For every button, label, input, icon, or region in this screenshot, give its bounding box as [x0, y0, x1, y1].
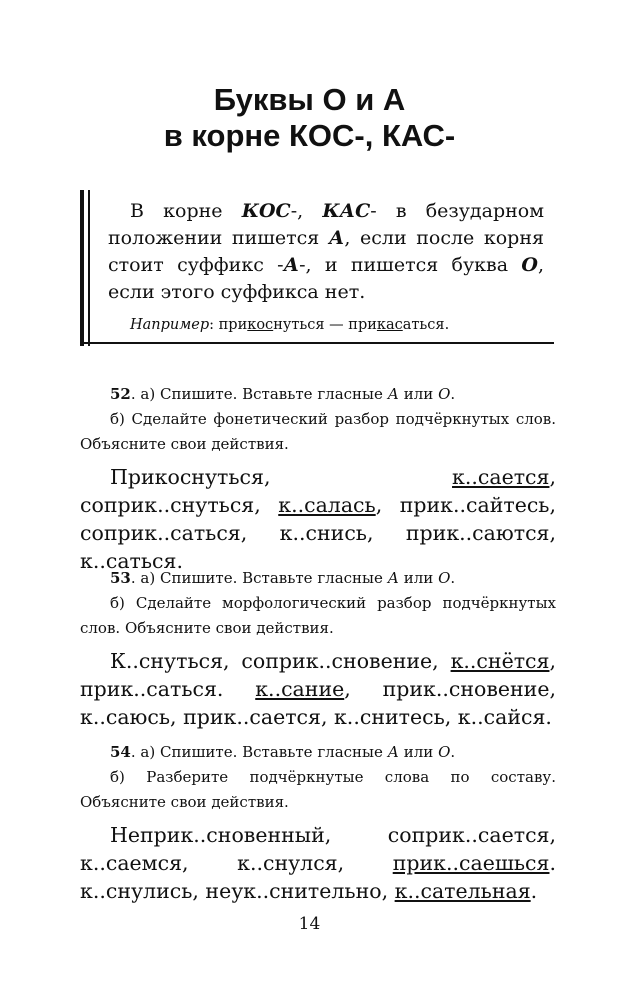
task-text: или — [399, 385, 439, 403]
title-line-2: в корне КОС-, КАС- — [163, 118, 456, 153]
word-text: , прик..сновение, к..саюсь, прик..сается, к..снитесь, к..сайся. — [80, 677, 556, 729]
exercise-words — [80, 821, 556, 905]
exercise-number: 54 — [110, 743, 131, 761]
words-paragraph — [80, 647, 556, 731]
underlined-word: к..сательная — [394, 879, 531, 903]
task-text: . — [450, 743, 456, 761]
title-line-1: Буквы О и А — [213, 82, 406, 117]
exercise-task — [80, 566, 556, 641]
rule-text-part: , если после корня стоит суффикс - — [108, 227, 544, 276]
words-paragraph — [80, 821, 556, 905]
task-text: . а) Спишите. Вставьте гласные — [130, 385, 388, 403]
word-text: . — [530, 879, 538, 903]
word-text: Неприк..сновенный, соприк..сается, к..саемся, к..снулся, — [80, 823, 556, 875]
rule-text-part: , если этого суффикса нет. — [108, 254, 544, 303]
word-text: , соприк..снуться, — [80, 465, 556, 517]
rule-suffix-a: А — [283, 254, 300, 276]
rule-text-part: -, и пишется буква — [299, 254, 522, 276]
task-letter: А — [387, 569, 400, 587]
rule-left-bar-thick — [80, 190, 84, 346]
rule-bottom-line — [80, 342, 554, 344]
words-paragraph — [80, 463, 556, 575]
example-word-part: аться. — [402, 317, 450, 333]
task-text: . а) Спишите. Вставьте гласные — [130, 569, 388, 587]
example-word-part: нуться — [273, 317, 325, 333]
page-number: 14 — [298, 914, 321, 934]
task-text: или — [399, 569, 439, 587]
example-root-underlined: кос — [247, 317, 274, 333]
exercise-task — [80, 382, 556, 457]
exercise-number: 52 — [110, 385, 131, 403]
task-a — [80, 740, 556, 765]
task-letter: О — [438, 569, 451, 587]
rule-text-part: - в безударном положении пишется — [108, 200, 544, 249]
example-dash: — — [324, 317, 349, 333]
exercise-words — [80, 647, 556, 731]
rule-left-bar-thin — [88, 190, 90, 346]
exercise-words — [80, 463, 556, 575]
task-a — [80, 382, 556, 407]
task-text: . — [450, 385, 456, 403]
exercise-53 — [80, 566, 556, 731]
exercise-number: 53 — [110, 569, 131, 587]
task-letter: А — [387, 385, 400, 403]
rule-root-kas: КАС — [322, 200, 371, 222]
example-label: Например — [130, 317, 210, 333]
word-text: К..снуться, соприк..сновение, — [110, 649, 451, 673]
task-text: . а) Спишите. Вставьте гласные — [130, 743, 388, 761]
rule-letter-a: А — [328, 227, 345, 249]
underlined-word: к..снётся — [450, 649, 550, 673]
underlined-word: прик..саешься — [392, 851, 550, 875]
exercise-52 — [80, 382, 556, 575]
underlined-word: к..сание — [255, 677, 345, 701]
rule-text-part: -, — [290, 200, 323, 222]
task-b: б) Разберите подчёркнутые слова по составу. Объясните свои действия. — [80, 768, 556, 811]
task-b: б) Сделайте фонетический разбор подчёркнутых слов. Объясните свои действия. — [80, 410, 556, 453]
rule-example — [108, 312, 544, 339]
task-text: или — [399, 743, 439, 761]
underlined-word: к..сается — [452, 465, 550, 489]
rule-letter-o: О — [521, 254, 538, 276]
task-letter: О — [438, 743, 451, 761]
exercise-task — [80, 740, 556, 815]
task-letter: А — [387, 743, 400, 761]
word-text: Прикоснуться, — [110, 465, 453, 489]
example-word-part: при — [348, 317, 377, 333]
page-title — [0, 82, 619, 154]
rule-text-part: В корне — [130, 200, 242, 222]
rule-root-kos: КОС — [241, 200, 291, 222]
rule-text — [108, 198, 544, 339]
rule-box — [80, 190, 554, 346]
task-a — [80, 566, 556, 591]
example-word-part: при — [218, 317, 248, 333]
underlined-word: к..салась — [278, 493, 376, 517]
exercise-54 — [80, 740, 556, 905]
example-colon: : — [209, 317, 219, 333]
word-text: , прик..сайтесь, соприк..саться, к..снись, прик..саются, к..саться. — [80, 493, 556, 573]
rule-paragraph — [108, 198, 544, 306]
task-text: . — [450, 569, 456, 587]
word-text: . к..снулись, неук..снительно, — [80, 851, 556, 903]
task-b: б) Сделайте морфологический разбор подчёркнутых слов. Объясните свои действия. — [80, 594, 556, 637]
example-root-underlined: кас — [376, 317, 403, 333]
word-text: , прик..саться. — [80, 649, 556, 701]
task-letter: О — [438, 385, 451, 403]
